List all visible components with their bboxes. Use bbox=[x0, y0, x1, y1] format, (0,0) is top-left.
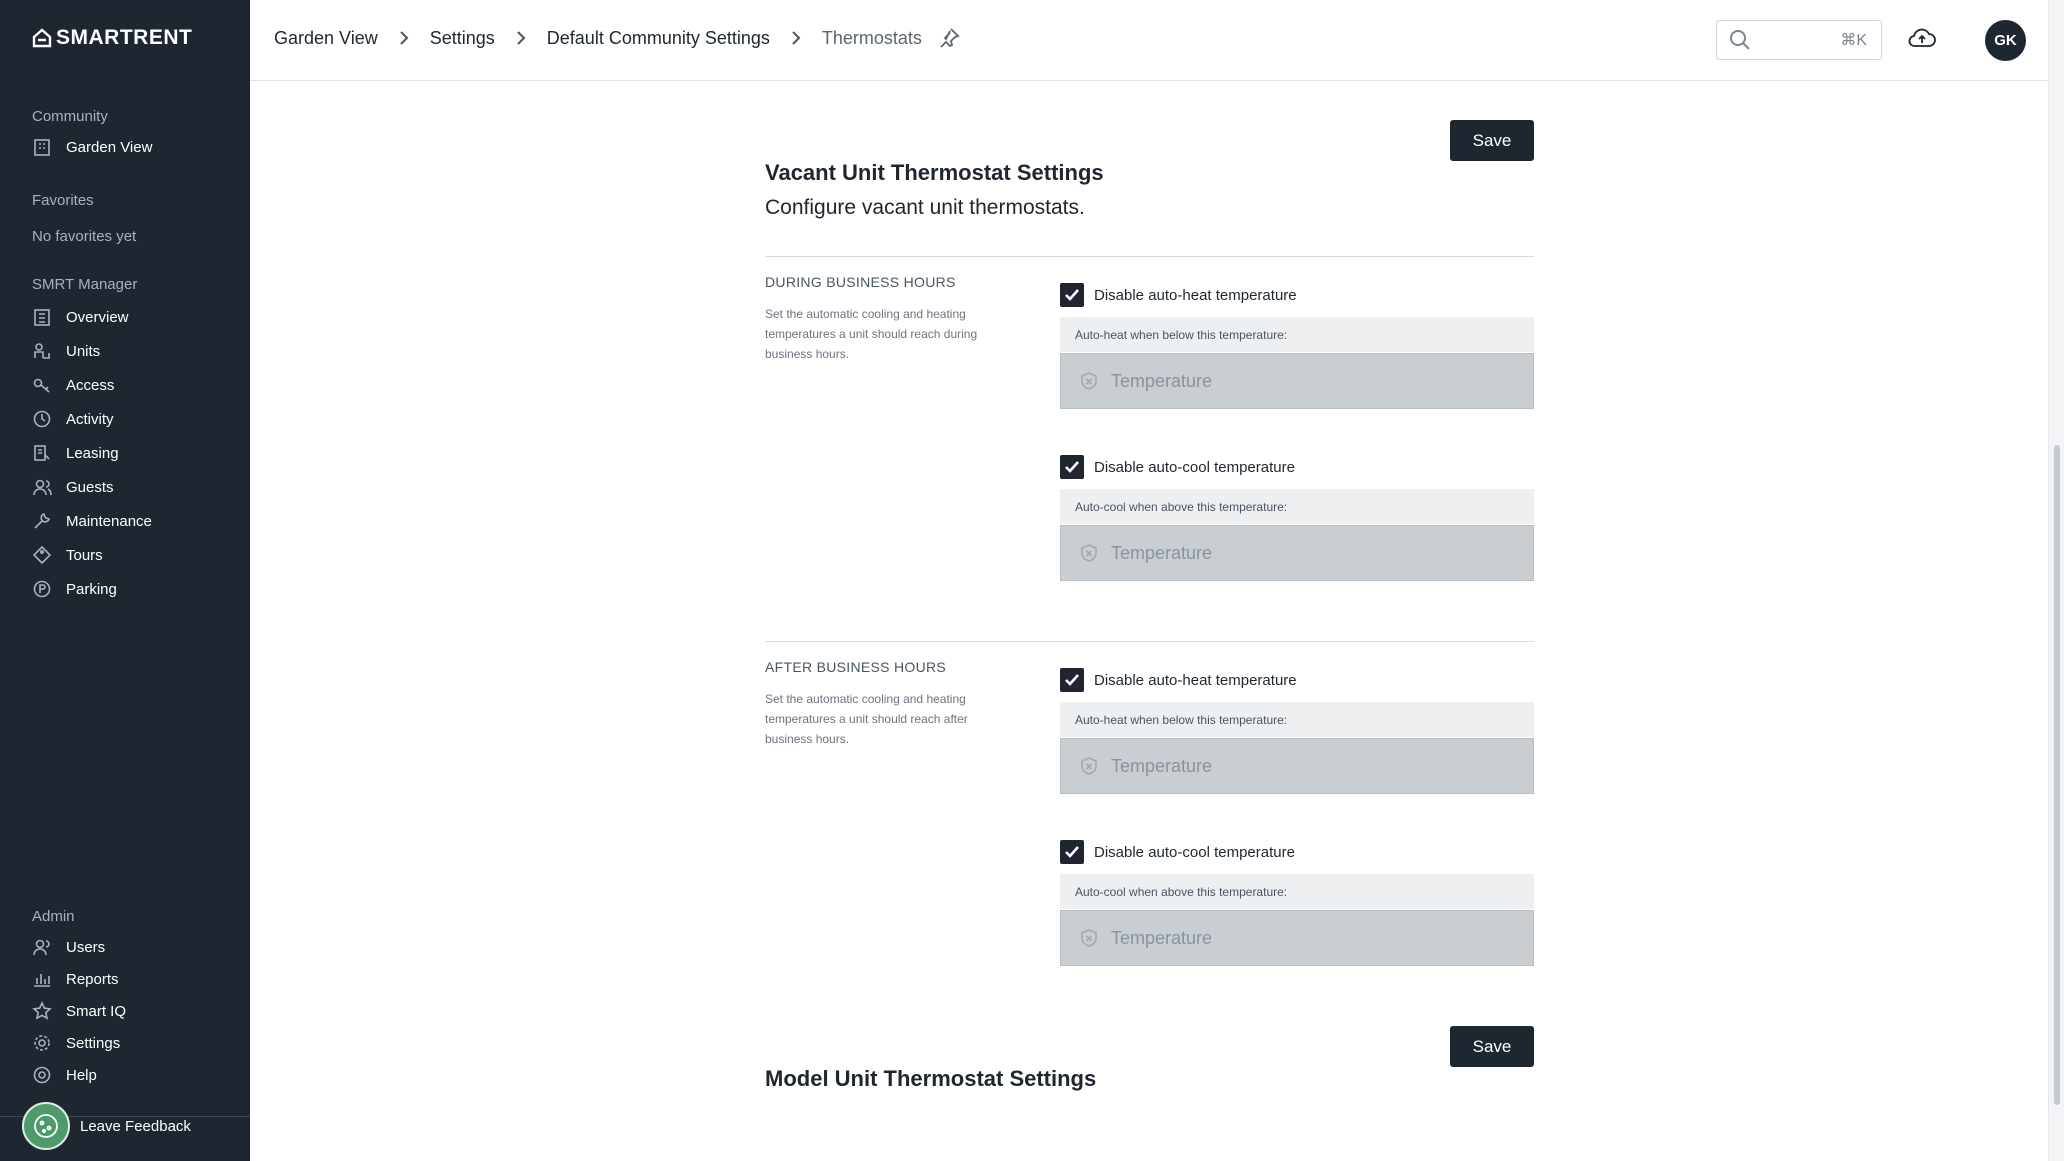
sidebar-item-reports[interactable] bbox=[32, 969, 119, 989]
sidebar-item-label: Access bbox=[66, 376, 115, 394]
sidebar bbox=[0, 0, 250, 1161]
auto-heat-field-label: Auto-heat when below this temperature: bbox=[1060, 317, 1534, 352]
house-logo-icon bbox=[32, 28, 52, 48]
sidebar-item-tours[interactable] bbox=[32, 545, 103, 565]
checkmark-icon bbox=[1063, 671, 1081, 689]
sidebar-item-label: Units bbox=[66, 342, 101, 360]
sidebar-item-settings[interactable] bbox=[32, 1033, 120, 1053]
guests-icon bbox=[32, 477, 52, 497]
sidebar-item-label: Help bbox=[66, 1066, 97, 1084]
sidebar-item-users[interactable] bbox=[32, 937, 105, 957]
wrench-icon bbox=[32, 511, 52, 531]
sidebar-item-activity[interactable] bbox=[32, 409, 114, 429]
auto-cool-temperature-input bbox=[1060, 525, 1534, 581]
sidebar-item-label: Activity bbox=[66, 410, 114, 428]
page-subtitle: Configure vacant unit thermostats. bbox=[765, 196, 1085, 219]
section-divider bbox=[765, 641, 1534, 642]
sidebar-item-access[interactable] bbox=[32, 375, 114, 395]
key-icon bbox=[32, 375, 52, 395]
smrt-manager-section-title: SMRT Manager bbox=[32, 276, 138, 293]
auto-heat-temperature-input bbox=[1060, 738, 1534, 794]
checkmark-icon bbox=[1063, 286, 1081, 304]
breadcrumb-settings[interactable]: Settings bbox=[429, 27, 495, 48]
search-icon bbox=[1729, 29, 1751, 51]
shield-icon bbox=[1079, 543, 1099, 563]
leave-feedback-button[interactable] bbox=[22, 1102, 191, 1150]
leasing-icon bbox=[32, 443, 52, 463]
sidebar-item-label: Maintenance bbox=[66, 512, 152, 530]
sidebar-item-label: Smart IQ bbox=[66, 1002, 127, 1020]
group-description: Set the automatic cooling and heating temperatures a unit should reach after business hours. bbox=[765, 692, 968, 746]
checkbox-label: Disable auto-heat temperature bbox=[1094, 286, 1297, 304]
scrollbar[interactable] bbox=[2048, 0, 2064, 1161]
sidebar-item-overview[interactable] bbox=[32, 307, 129, 327]
checkmark-icon bbox=[1063, 458, 1081, 476]
disable-auto-cool-checkbox-after[interactable] bbox=[1060, 840, 1295, 864]
sidebar-item-label: Reports bbox=[66, 970, 119, 988]
input-placeholder: Temperature bbox=[1111, 542, 1213, 563]
chevron-right-icon bbox=[378, 31, 430, 45]
sidebar-item-help[interactable] bbox=[32, 1065, 97, 1085]
sidebar-item-label: Leasing bbox=[66, 444, 119, 462]
cloud-sync-icon[interactable] bbox=[1906, 22, 1938, 54]
input-placeholder: Temperature bbox=[1111, 755, 1213, 776]
smartrent-logo[interactable] bbox=[32, 26, 192, 50]
model-unit-section-title: Model Unit Thermostat Settings bbox=[765, 1066, 1097, 1091]
users-icon bbox=[32, 937, 52, 957]
admin-section-title: Admin bbox=[32, 908, 75, 925]
tag-icon bbox=[32, 545, 52, 565]
save-button-top[interactable]: Save bbox=[1450, 120, 1534, 161]
favorites-empty-text: No favorites yet bbox=[32, 228, 137, 245]
auto-cool-temperature-input bbox=[1060, 910, 1534, 966]
disable-auto-heat-checkbox-after[interactable] bbox=[1060, 668, 1297, 692]
disable-auto-cool-checkbox-during[interactable] bbox=[1060, 455, 1295, 479]
group-title-during-business-hours: DURING BUSINESS HOURS bbox=[765, 274, 956, 290]
feedback-cookie-icon bbox=[22, 1102, 70, 1150]
avatar[interactable]: GK bbox=[1985, 20, 2026, 61]
building-icon bbox=[32, 137, 52, 157]
input-placeholder: Temperature bbox=[1111, 927, 1213, 948]
search-input[interactable] bbox=[1716, 20, 1882, 60]
favorites-section-title: Favorites bbox=[32, 192, 94, 209]
chart-icon bbox=[32, 969, 52, 989]
auto-heat-field-label: Auto-heat when below this temperature: bbox=[1060, 702, 1534, 737]
pin-icon[interactable] bbox=[938, 27, 960, 49]
sidebar-item-leasing[interactable] bbox=[32, 443, 119, 463]
units-icon bbox=[32, 341, 52, 361]
sidebar-item-label: Parking bbox=[66, 580, 117, 598]
search-shortcut: ⌘K bbox=[1840, 32, 1867, 49]
shield-icon bbox=[1079, 928, 1099, 948]
scrollbar-thumb[interactable] bbox=[2054, 445, 2060, 1105]
sidebar-item-guests[interactable] bbox=[32, 477, 114, 497]
group-title-after-business-hours: AFTER BUSINESS HOURS bbox=[765, 659, 947, 675]
sidebar-item-garden-view[interactable] bbox=[32, 137, 152, 157]
help-icon bbox=[32, 1065, 52, 1085]
checkbox-checked[interactable] bbox=[1060, 668, 1084, 692]
sidebar-item-parking[interactable] bbox=[32, 579, 117, 599]
checkbox-label: Disable auto-cool temperature bbox=[1094, 843, 1295, 861]
sidebar-item-label: Users bbox=[66, 938, 106, 956]
auto-cool-field-label: Auto-cool when above this temperature: bbox=[1060, 489, 1534, 524]
community-section-title: Community bbox=[32, 108, 108, 125]
feedback-label: Leave Feedback bbox=[80, 1117, 191, 1135]
checkbox-checked[interactable] bbox=[1060, 840, 1084, 864]
input-placeholder: Temperature bbox=[1111, 370, 1213, 391]
sidebar-item-label: Garden View bbox=[66, 138, 153, 156]
topbar bbox=[250, 0, 2048, 81]
sidebar-item-maintenance[interactable] bbox=[32, 511, 152, 531]
sidebar-item-label: Overview bbox=[66, 308, 129, 326]
section-divider bbox=[765, 256, 1534, 257]
sidebar-item-units[interactable] bbox=[32, 341, 100, 361]
page-title: Vacant Unit Thermostat Settings bbox=[765, 160, 1104, 185]
shield-icon bbox=[1079, 371, 1099, 391]
sidebar-item-label: Settings bbox=[66, 1034, 121, 1052]
auto-heat-temperature-input bbox=[1060, 353, 1534, 409]
sidebar-item-label: Tours bbox=[66, 546, 103, 564]
sidebar-item-smart-iq[interactable] bbox=[32, 1001, 126, 1021]
gear-icon bbox=[32, 1033, 52, 1053]
breadcrumb-default-community-settings[interactable]: Default Community Settings bbox=[546, 27, 770, 48]
checkmark-icon bbox=[1063, 843, 1081, 861]
chevron-right-icon bbox=[770, 31, 822, 45]
checkbox-label: Disable auto-cool temperature bbox=[1094, 458, 1295, 476]
star-icon bbox=[32, 1001, 52, 1021]
chevron-right-icon bbox=[495, 31, 547, 45]
clock-icon bbox=[32, 409, 52, 429]
checkbox-checked[interactable] bbox=[1060, 455, 1084, 479]
group-description: Set the automatic cooling and heating temperatures a unit should reach during business hours. bbox=[765, 307, 978, 361]
checkbox-checked[interactable] bbox=[1060, 283, 1084, 307]
logo-text: SMARTRENT bbox=[56, 26, 193, 49]
breadcrumb bbox=[274, 27, 960, 49]
breadcrumb-garden-view[interactable]: Garden View bbox=[274, 27, 378, 48]
parking-icon bbox=[32, 579, 52, 599]
breadcrumb-thermostats: Thermostats bbox=[821, 27, 922, 48]
auto-cool-field-label: Auto-cool when above this temperature: bbox=[1060, 874, 1534, 909]
save-button-bottom[interactable]: Save bbox=[1450, 1026, 1534, 1067]
disable-auto-heat-checkbox-during[interactable] bbox=[1060, 283, 1297, 307]
sidebar-item-label: Guests bbox=[66, 478, 114, 496]
checkbox-label: Disable auto-heat temperature bbox=[1094, 671, 1297, 689]
shield-icon bbox=[1079, 756, 1099, 776]
overview-icon bbox=[32, 307, 52, 327]
